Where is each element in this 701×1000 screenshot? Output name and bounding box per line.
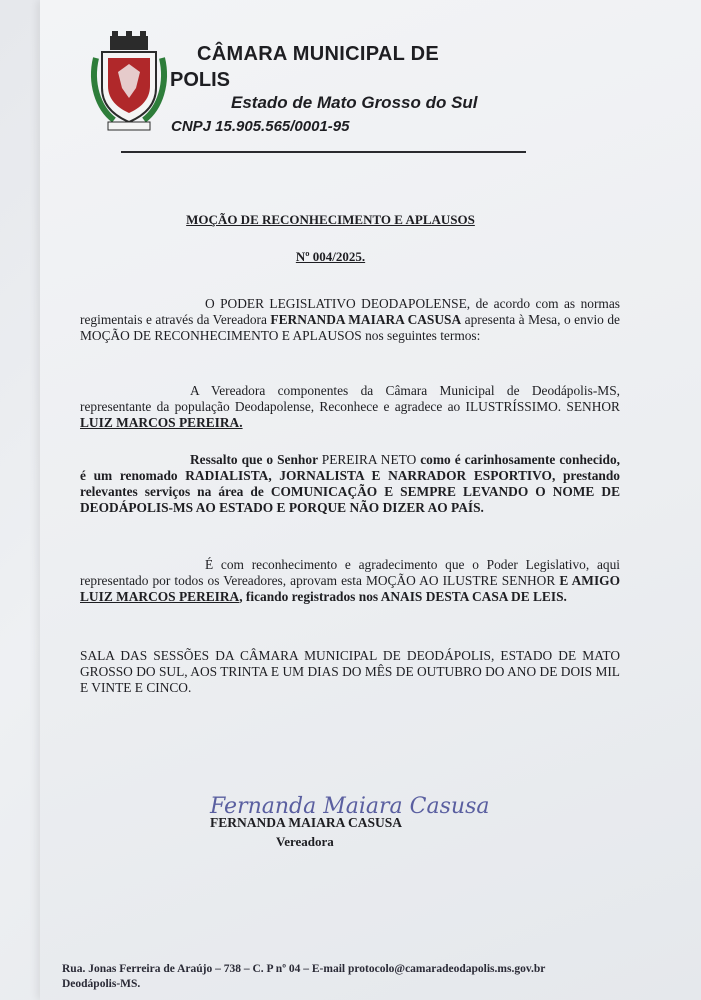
document-number: Nº 004/2025. bbox=[295, 249, 366, 264]
paragraph-4 bbox=[80, 557, 620, 605]
header-title: CÂMARA MUNICIPAL DE bbox=[197, 43, 439, 65]
paragraph-5: SALA DAS SESSÕES DA CÂMARA MUNICIPAL DE DEODÁPOLIS, ESTADO DE MATO GROSSO DO SUL, AOS TRINTA E UM DIAS DO MÊS DE OUTUBRO DO ANO DE DOIS MIL E VINTE E CINCO. bbox=[80, 648, 620, 695]
footer-address bbox=[62, 962, 545, 992]
header-cnpj: CNPJ 15.905.565/0001-95 bbox=[171, 118, 350, 135]
header-title-continued: POLIS bbox=[170, 69, 231, 91]
paragraph-3-text: Ressalto que o Senhor bbox=[190, 452, 322, 467]
paragraph-2 bbox=[80, 383, 620, 431]
paragraph-4-text-end: , ficando registrados nos ANAIS DESTA CASA DE LEIS. bbox=[239, 589, 567, 604]
paragraph-4-bold: E AMIGO bbox=[559, 573, 620, 588]
paragraph-1 bbox=[80, 296, 620, 344]
signer-role: Vereadora bbox=[276, 834, 334, 849]
paragraph-2-text: A Vereadora componentes da Câmara Municipal de Deodápolis-MS, representante da população Deodapolense, Reconhece e agradece ao ILUSTRÍSSIMO. SENHOR bbox=[80, 383, 620, 414]
paragraph-4-text: É com reconhecimento e agradecimento que o Poder Legislativo, aqui representado por todos os Vereadores, aprovam esta MOÇÃO AO ILUSTRE SENHOR bbox=[80, 557, 620, 588]
municipal-crest-icon bbox=[88, 28, 170, 133]
footer-line-1: Rua. Jonas Ferreira de Araújo – 738 – C. P nº 04 – E-mail protocolo@camaradeodapolis.ms.gov.br bbox=[62, 963, 546, 975]
document-title: MOÇÃO DE RECONHECIMENTO E APLAUSOS bbox=[186, 212, 475, 227]
honoree-name-2: LUIZ MARCOS PEREIRA bbox=[80, 589, 240, 604]
paragraph-3 bbox=[80, 452, 620, 516]
paragraph-1-text-end: apresenta à Mesa, o envio de MOÇÃO DE RECONHECIMENTO E APLAUSOS nos seguintes termos: bbox=[80, 312, 620, 343]
honoree-name: LUIZ MARCOS PEREIRA. bbox=[80, 415, 243, 430]
header-state: Estado de Mato Grosso do Sul bbox=[231, 93, 478, 112]
signer-name: FERNANDA MAIARA CASUSA bbox=[210, 815, 403, 830]
honoree-nickname: PEREIRA NETO bbox=[321, 452, 417, 467]
header-divider bbox=[121, 151, 526, 153]
councilwoman-name: FERNANDA MAIARA CASUSA bbox=[270, 312, 462, 327]
signature-text: Fernanda Maiara Casusa bbox=[210, 794, 490, 819]
paragraph-3-text-end: como é carinhosamente conhecido, é um renomado RADIALISTA, JORNALISTA E NARRADOR ESPORTIVO, prestando relevantes serviços na área de COMUNICAÇÃO E SEMPRE LEVANDO O NOME DE DEODÁPOLIS-MS AO ESTADO E PORQUE NÃO DIZER AO PAÍS. bbox=[80, 452, 620, 515]
footer-line-2: Deodápolis-MS. bbox=[62, 978, 141, 990]
paragraph-1-text: O PODER LEGISLATIVO DEODAPOLENSE, de acordo com as normas regimentais e através da Vereadora bbox=[80, 296, 620, 327]
